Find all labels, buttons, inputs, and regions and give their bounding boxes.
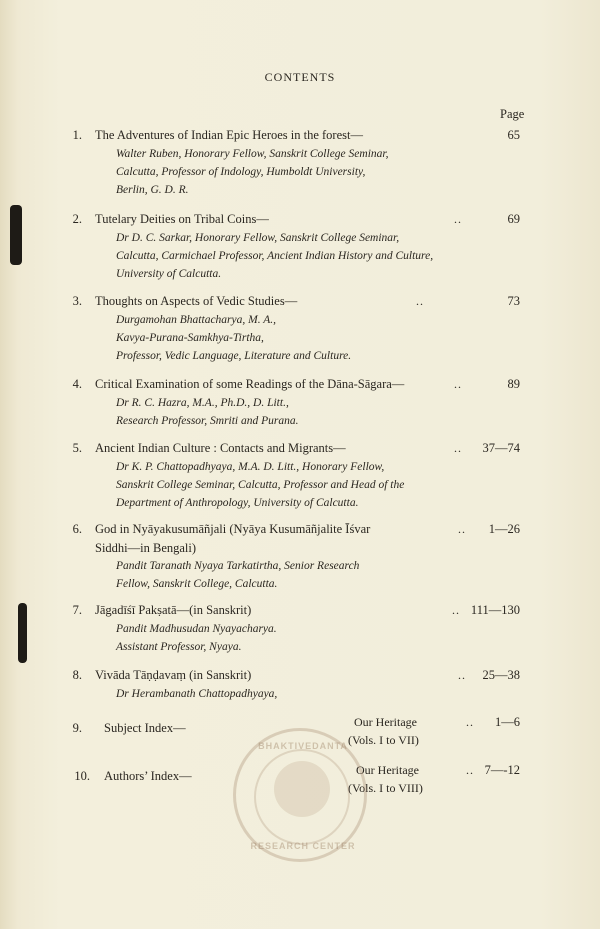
heritage-label: Our Heritage [356, 763, 419, 777]
entry-author-line: Pandit Taranath Nyaya Tarkatirtha, Senior Research [116, 560, 360, 572]
leader-dots: .. [466, 763, 474, 777]
entry-title-continued: Siddhi—in Bengali) [95, 541, 197, 555]
entry-number: 5. [72, 441, 82, 455]
entry-author-line: Calcutta, Carmichael Professor, Ancient Indian History and Culture, [116, 250, 434, 262]
entry-page: 89 [507, 377, 520, 391]
entry-author-line: University of Calcutta. [116, 268, 222, 280]
leader-dots: .. [454, 377, 462, 391]
entry-page: 1—6 [495, 715, 520, 729]
entry-page: 25—38 [482, 668, 520, 682]
entry-number: 3. [72, 294, 82, 308]
heritage-label: Our Heritage [354, 715, 417, 729]
contents-heading: CONTENTS [264, 70, 336, 84]
entry-page: 1—26 [488, 522, 520, 536]
entry-author-line: Walter Ruben, Honorary Fellow, Sanskrit College Seminar, [116, 148, 389, 160]
leader-dots: .. [416, 294, 424, 308]
leader-dots: .. [454, 441, 462, 455]
binding-hole-mark [18, 603, 27, 663]
entry-number: 4. [72, 377, 82, 391]
leader-dots: .. [452, 603, 460, 617]
entry-title: Jāgadīśī Pakṣatā—(in Sanskrit) [95, 603, 252, 617]
entry-page: 69 [507, 212, 520, 226]
entry-title: The Adventures of Indian Epic Heroes in the forest— [95, 128, 363, 142]
entry-number: 9. [72, 721, 82, 735]
heritage-volumes: (Vols. I to VIII) [348, 781, 423, 795]
leader-dots: .. [458, 522, 466, 536]
page-column-label: Page [500, 107, 525, 121]
entry-page: 37—74 [482, 441, 520, 455]
entry-title: Authors’ Index— [104, 769, 192, 783]
entry-number: 1. [72, 128, 82, 142]
entry-author-line: Calcutta, Professor of Indology, Humboldt University, [116, 166, 366, 178]
leader-dots: .. [458, 668, 466, 682]
entry-author-line: Fellow, Sanskrit College, Calcutta. [116, 578, 278, 590]
entry-author-line: Berlin, G. D. R. [116, 184, 189, 196]
entry-author-line: Department of Anthropology, University of Calcutta. [116, 497, 359, 509]
entry-title: Thoughts on Aspects of Vedic Studies— [95, 294, 298, 308]
entry-author-line: Dr R. C. Hazra, M.A., Ph.D., D. Litt., [116, 397, 289, 409]
entry-author-line: Dr K. P. Chattopadhyaya, M.A. D. Litt., Honorary Fellow, [116, 461, 385, 473]
entry-title: Tutelary Deities on Tribal Coins— [95, 212, 269, 226]
entry-number: 7. [72, 603, 82, 617]
stamp-top-text: BHAKTIVEDANTA [258, 741, 348, 751]
entry-author-line: Durgamohan Bhattacharya, M. A., [116, 314, 277, 326]
entry-number: 2. [72, 212, 82, 226]
entry-title: Vivāda Tāṇḍavaṃ (in Sanskrit) [95, 668, 252, 682]
entry-author-line: Research Professor, Smriti and Purana. [116, 415, 299, 427]
entry-title: Subject Index— [104, 721, 186, 735]
entry-title: God in Nyāyakusumāñjali (Nyāya Kusumāñjalite Īśvar [95, 522, 371, 536]
entry-number: 10. [74, 769, 90, 783]
entry-page: 73 [507, 294, 520, 308]
entry-number: 6. [72, 522, 82, 536]
entry-title: Critical Examination of some Readings of the Dāna-Sāgara— [95, 377, 405, 391]
stamp-bottom-text: RESEARCH CENTER [250, 841, 356, 851]
entry-author-line: Dr Herambanath Chattopadhyaya, [116, 688, 278, 700]
heritage-volumes: (Vols. I to VII) [348, 733, 419, 747]
entry-author-line: Dr D. C. Sarkar, Honorary Fellow, Sanskrit College Seminar, [116, 232, 400, 244]
entry-page: 111—130 [470, 603, 520, 617]
tree-emblem-icon [274, 761, 330, 817]
binding-hole-mark [10, 205, 22, 265]
entry-title: Ancient Indian Culture : Contacts and Migrants— [95, 441, 346, 455]
entry-page: 65 [507, 128, 520, 142]
leader-dots: .. [454, 212, 462, 226]
entry-author-line: Assistant Professor, Nyaya. [116, 641, 242, 653]
entry-page: 7—-12 [484, 763, 520, 777]
entry-author-line: Kavya-Purana-Samkhya-Tirtha, [116, 332, 264, 344]
entry-author-line: Professor, Vedic Language, Literature and Culture. [116, 350, 352, 362]
entry-author-line: Pandit Madhusudan Nyayacharya. [116, 623, 277, 635]
leader-dots: .. [466, 715, 474, 729]
entry-number: 8. [72, 668, 82, 682]
entry-author-line: Sanskrit College Seminar, Calcutta, Professor and Head of the [116, 479, 405, 491]
library-stamp-watermark [233, 728, 367, 862]
